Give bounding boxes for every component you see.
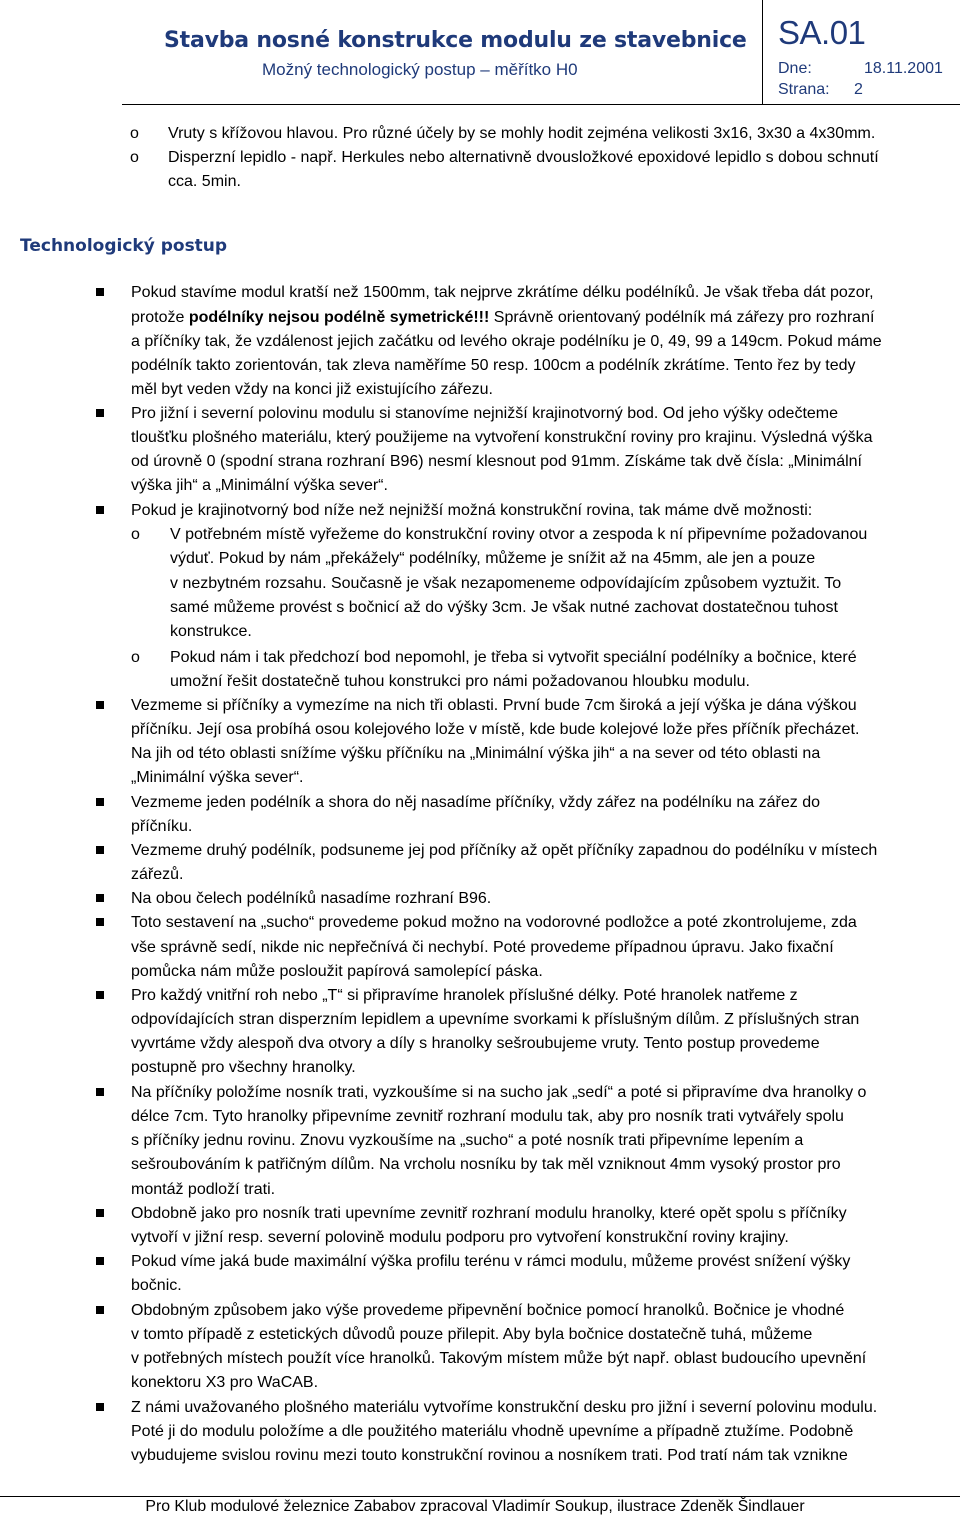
section-heading: Technologický postup xyxy=(20,236,228,256)
list-marker-circle: o xyxy=(130,125,139,142)
paragraph-line: v nezbytném rozsahu. Současně je však nezapomeneme odpovídajícím způsobem vyztužit. To xyxy=(170,575,842,592)
bullet-square-icon xyxy=(96,991,104,999)
paragraph-line: v potřebných místech použít více hranolků. Takovým místem může být např. oblast budoucího upevnění xyxy=(131,1350,867,1367)
paragraph-line: od úrovně 0 (spodní strana rozhraní B96) nesmí klesnout pod 91mm. Získáme tak dvě čísla: „Minimální xyxy=(131,453,862,470)
paragraph-line: a příčníky tak, že vzdálenost jejich začátku od levého okraje podélníku je 0, 49, 99 a 149cm. Pokud máme xyxy=(131,333,882,350)
paragraph-line: Pro jižní i severní polovinu modulu si stanovíme nejnižší krajinotvorný bod. Od jeho výšky odečteme xyxy=(131,405,839,422)
bullet-square-icon xyxy=(96,1209,104,1217)
paragraph-line: v tomto případě z estetických důvodů pouze přilepit. Aby byla bočnice dostatečně tuhá, můžeme xyxy=(131,1326,813,1343)
paragraph-line: Z námi uvažovaného plošného materiálu vytvoříme konstrukční desku pro jižní i severní polovinu modulu. xyxy=(131,1399,878,1416)
list-marker-circle: o xyxy=(131,649,140,666)
page-number: 2 xyxy=(854,81,863,98)
page-label: Strana: xyxy=(778,81,830,98)
paragraph-line: vytvoří v jižní resp. severní polovině modulu podporu pro vytvoření konstrukční roviny krajiny. xyxy=(131,1229,789,1246)
paragraph-line: Pokud víme jaká bude maximální výška profilu terénu v rámci modulu, můžeme provést snížení výšky xyxy=(131,1253,851,1270)
paragraph-line: Vezmeme si příčníky a vymezíme na nich tři oblasti. První bude 7cm široká a její výška je dána výškou xyxy=(131,697,857,714)
paragraph-line: odpovídajících stran disperzním lepidlem a upevníme svorkami k příslušným dílům. Z příslušných stran xyxy=(131,1011,860,1028)
paragraph-line: Obdobně jako pro nosník trati upevníme zevnitř rozhraní modulu hranolky, které opět spolu s příčníky xyxy=(131,1205,847,1222)
list-marker-circle: o xyxy=(130,149,139,166)
bullet-square-icon xyxy=(96,1403,104,1411)
bullet-square-icon xyxy=(96,701,104,709)
bullet-square-icon xyxy=(96,409,104,417)
paragraph-line: příčníku. xyxy=(131,818,193,835)
document-code: SA.01 xyxy=(778,14,866,51)
header-divider xyxy=(122,104,960,105)
date-label: Dne: xyxy=(778,60,812,77)
bullet-square-icon xyxy=(96,918,104,926)
emphasis-warning: podélníky nejsou podélně symetrické!!! xyxy=(188,309,490,326)
paragraph-line: Obdobným způsobem jako výše provedeme připevnění bočnice pomocí hranolků. Bočnice je vhodné xyxy=(131,1302,845,1319)
paragraph-line: podélník takto zorientován, tak zleva naměříme 50 resp. 100cm a podélník zkrátíme. Tento řez by tedy xyxy=(131,357,856,374)
date-value: 18.11.2001 xyxy=(864,60,943,77)
paragraph-line: s příčníky jednu rovinu. Znovu vyzkoušíme na „sucho“ a poté nosník trati připevníme lepením a xyxy=(131,1132,804,1149)
bullet-square-icon xyxy=(96,894,104,902)
paragraph-line: Na jih od této oblasti snížíme výšku příčníku na „Minimální výška jih“ a na sever od této oblasti na xyxy=(131,745,821,762)
header-meta-cell xyxy=(762,0,960,104)
bullet-square-icon xyxy=(96,1257,104,1265)
paragraph-line: konstrukce. xyxy=(170,623,252,640)
paragraph-line: konektoru X3 pro WaCAB. xyxy=(131,1374,319,1391)
paragraph-line: Pokud stavíme modul kratší než 1500mm, tak nejprve zkrátíme délku podélníků. Je však třeba dát pozor, xyxy=(131,284,874,301)
paragraph-line: montáž podloží trati. xyxy=(131,1181,276,1198)
paragraph-line: Vezmeme jeden podélník a shora do něj nasadíme příčníky, vždy zářez na podélníku na zářez do xyxy=(131,794,820,811)
header-title-cell xyxy=(122,0,763,104)
paragraph-line: výduť. Pokud by nám „překážely“ podélníky, můžeme je snížit až na 45mm, ale jen a pouze xyxy=(170,550,816,567)
list-item-screws: Vruty s křížovou hlavou. Pro různé účely by se mohly hodit zejména velikosti 3x16, 3x30 a 4x30mm. xyxy=(168,125,876,142)
footer-divider xyxy=(0,1496,960,1497)
paragraph-line: vybudujeme svislou rovinu mezi touto konstrukční rovinou a nosníkem trati. Pod tratí nám tak vznikne xyxy=(131,1447,848,1464)
text-run: protože xyxy=(131,309,189,326)
paragraph-line: Na obou čelech podélníků nasadíme rozhraní B96. xyxy=(131,890,492,907)
text-run: Správně orientovaný podélník má zářezy pro rozhraní xyxy=(489,309,875,326)
paragraph-line: vše správně sedí, nikde nic nepřečnívá či nechybí. Poté provedeme případnou úpravu. Jako fixační xyxy=(131,939,834,956)
paragraph-line: vyvrtáme vždy alespoň dva otvory a díly s hranolky sešroubujeme vruty. Tento postup provedeme xyxy=(131,1035,820,1052)
paragraph-line: umožní řešit dostatečně tuhou konstrukci pro námi požadovanou hloubku modulu. xyxy=(170,673,750,690)
paragraph-line: měl byt veden vždy na konci již existujícího zářezu. xyxy=(131,381,493,398)
paragraph-line: Pro každý vnitřní roh nebo „T“ si připravíme hranolek příslušné délky. Poté hranolek natřeme z xyxy=(131,987,798,1004)
paragraph-line: Poté ji do modulu položíme a dle použitého materiálu vhodně upevníme a případně ztužíme. Podobně xyxy=(131,1423,854,1440)
paragraph-line: sešroubováním k patřičným dílům. Na vrcholu nosníku by tak měl vzniknout 4mm vysoký prostor pro xyxy=(131,1156,841,1173)
paragraph-line: tloušťku plošného materiálu, který použijeme na vytvoření konstrukční roviny pro krajinu. Výsledná výška xyxy=(131,429,873,446)
paragraph-line: V potřebném místě vyřežeme do konstrukční roviny otvor a zespoda k ní připevníme požadovanou xyxy=(170,526,868,543)
page-row xyxy=(778,81,863,99)
bullet-square-icon xyxy=(96,288,104,296)
bullet-square-icon xyxy=(96,506,104,514)
bullet-square-icon xyxy=(96,798,104,806)
paragraph-line: bočnic. xyxy=(131,1277,182,1294)
date-row xyxy=(778,60,943,78)
paragraph-line: Na příčníky položíme nosník trati, vyzkoušíme si na sucho jak „sedí“ a poté si připravíme dva hranolky o xyxy=(131,1084,867,1101)
bullet-square-icon xyxy=(96,1306,104,1314)
list-item-glue: Disperzní lepidlo - např. Herkules nebo alternativně dvousložkové epoxidové lepidlo s dobou schnutí xyxy=(168,149,879,166)
paragraph-line: Vezmeme druhý podélník, podsuneme jej pod příčníky až opět příčníky zapadnou do podélníku v místech xyxy=(131,842,878,859)
paragraph-line: pomůcka nám může posloužit papírová samolepící páska. xyxy=(131,963,543,980)
paragraph-line: délce 7cm. Tyto hranolky připevníme zevnitř rozhraní modulu tak, aby pro nosník trati vytvářely spolu xyxy=(131,1108,844,1125)
document-title: Stavba nosné konstrukce modulu ze stavebnice xyxy=(164,28,747,53)
paragraph-line: postupně pro všechny hranolky. xyxy=(131,1059,356,1076)
bullet-square-icon xyxy=(96,1088,104,1096)
paragraph-line: výška jih“ a „Minimální výška sever“. xyxy=(131,477,388,494)
paragraph-line: „Minimální výška sever“. xyxy=(131,769,304,786)
paragraph-line: Pokud nám i tak předchozí bod nepomohl, je třeba si vytvořit speciální podélníky a bočnice, které xyxy=(170,649,857,666)
bullet-square-icon xyxy=(96,846,104,854)
list-marker-circle: o xyxy=(131,526,140,543)
list-item-glue-cont: cca. 5min. xyxy=(168,173,241,190)
paragraph-line: Pokud je krajinotvorný bod níže než nejnižší možná konstrukční rovina, tak máme dvě možnosti: xyxy=(131,502,813,519)
page-header xyxy=(122,0,960,104)
paragraph-line: příčníku. Její osa probíhá osou kolejového lože v místě, kde bude kolejové lože přes příčník přecházet. xyxy=(131,721,860,738)
paragraph-line: samé můžeme provést s bočnicí až do výšky 3cm. Je však nutné zachovat dostatečnou tuhost xyxy=(170,599,838,616)
document-subtitle: Možný technologický postup – měřítko H0 xyxy=(262,60,578,79)
paragraph-line xyxy=(131,308,874,328)
paragraph-line: zářezů. xyxy=(131,866,184,883)
page-footer: Pro Klub modulové železnice Zababov zpracoval Vladimír Soukup, ilustrace Zdeněk Šindlauer xyxy=(145,1498,805,1515)
paragraph-line: Toto sestavení na „sucho“ provedeme pokud možno na vodorovné podložce a poté zkontrolujeme, zda xyxy=(131,914,857,931)
